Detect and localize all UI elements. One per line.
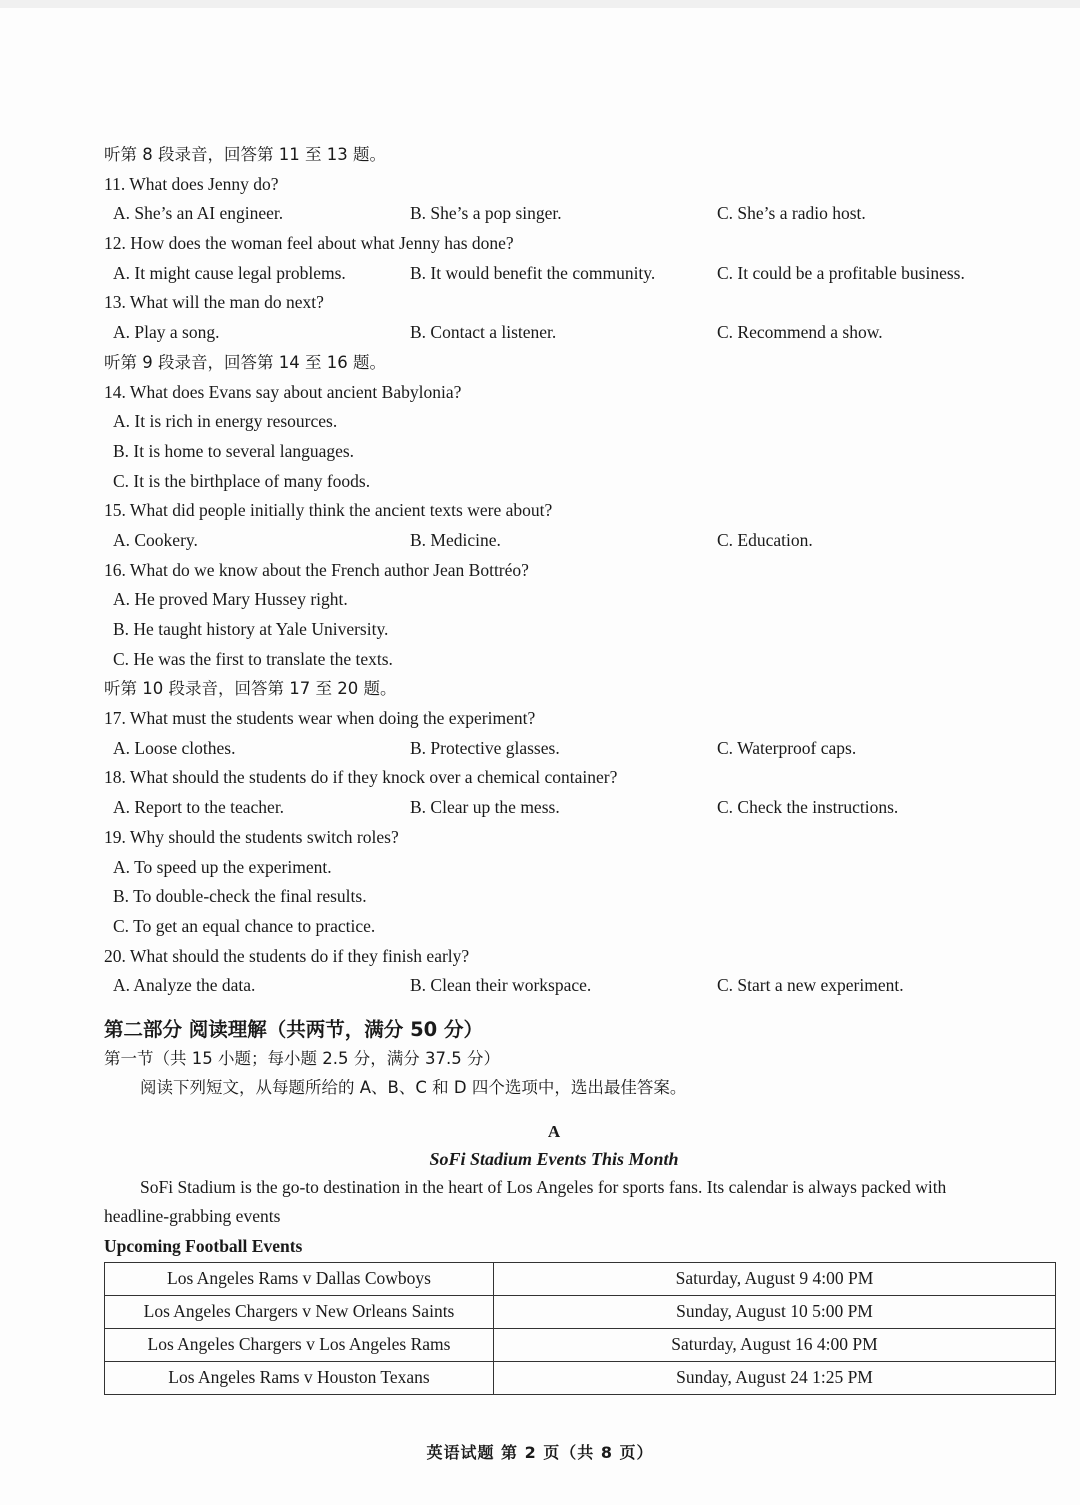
passage-paragraph: SoFi Stadium is the go-to destination in the heart of Los Angeles for sports fans. Its calendar is always packed with headline-grabbing events [104, 1176, 947, 1227]
event-match: Los Angeles Chargers v New Orleans Saints [105, 1295, 494, 1328]
passage-title: SoFi Stadium Events This Month [429, 1148, 679, 1169]
table-row [105, 1328, 1056, 1361]
question-stem: 20. What should the students do if they finish early? [104, 945, 470, 966]
event-match: Los Angeles Rams v Houston Texans [105, 1361, 494, 1394]
answer-option: B. Clear up the mess. [410, 797, 560, 818]
answer-option: A. It might cause legal problems. [113, 262, 346, 283]
answer-option: C. Education. [717, 529, 813, 550]
answer-option: C. It is the birthplace of many foods. [113, 470, 371, 491]
answer-option: A. Analyze the data. [113, 975, 256, 996]
table-row [105, 1295, 1056, 1328]
question-stem: 18. What should the students do if they knock over a chemical container? [104, 767, 618, 788]
answer-option: C. She’s a radio host. [717, 203, 866, 224]
answer-option: C. To get an equal chance to practice. [113, 915, 376, 936]
answer-option: B. Protective glasses. [410, 737, 560, 758]
event-time: Sunday, August 24 1:25 PM [494, 1361, 1056, 1394]
listening-segment-header: 听第 9 段录音，回答第 14 至 16 题。 [104, 352, 386, 372]
answer-option: A. Report to the teacher. [113, 797, 285, 818]
answer-option: C. Check the instructions. [717, 797, 899, 818]
answer-option: A. She’s an AI engineer. [113, 203, 284, 224]
table-row [105, 1262, 1056, 1295]
part-two-title: 第二部分 阅读理解（共两节，满分 50 分） [104, 1017, 484, 1041]
events-table-heading: Upcoming Football Events [104, 1235, 303, 1256]
answer-option: A. To speed up the experiment. [113, 856, 332, 877]
reading-instruction: 阅读下列短文，从每题所给的 A、B、C 和 D 四个选项中，选出最佳答案。 [140, 1077, 687, 1097]
options-row [104, 734, 1004, 764]
options-row [104, 318, 1004, 348]
answer-option: C. It could be a profitable business. [717, 262, 965, 283]
options-row [104, 526, 1004, 556]
answer-option: C. He was the first to translate the texts. [113, 648, 393, 669]
passage-letter: A [547, 1121, 561, 1141]
page-footer: 英语试题 第 2 页（共 8 页） [426, 1443, 654, 1462]
answer-option: A. He proved Mary Hussey right. [113, 589, 348, 610]
options-row [104, 199, 1004, 229]
answer-option: C. Waterproof caps. [717, 737, 857, 758]
reading-section [104, 1015, 1004, 1395]
event-match: Los Angeles Rams v Dallas Cowboys [105, 1262, 494, 1295]
question-stem: 12. How does the woman feel about what Jenny has done? [104, 233, 514, 254]
answer-option: B. It would benefit the community. [410, 262, 656, 283]
question-stem: 14. What does Evans say about ancient Babylonia? [104, 381, 462, 402]
event-time: Saturday, August 9 4:00 PM [494, 1262, 1056, 1295]
scan-top-edge [0, 0, 1080, 8]
answer-option: B. It is home to several languages. [113, 440, 355, 461]
section-one-title: 第一节（共 15 小题；每小题 2.5 分，满分 37.5 分） [104, 1048, 500, 1068]
listening-section [104, 140, 1004, 1001]
event-time: Saturday, August 16 4:00 PM [494, 1328, 1056, 1361]
answer-option: B. To double-check the final results. [113, 886, 367, 907]
answer-option: C. Recommend a show. [717, 322, 883, 343]
listening-segment-header: 听第 10 段录音，回答第 17 至 20 题。 [104, 679, 397, 699]
question-stem: 13. What will the man do next? [104, 292, 324, 313]
question-stem: 17. What must the students wear when doing the experiment? [104, 708, 536, 729]
events-table [104, 1262, 1056, 1395]
answer-option: B. Contact a listener. [410, 322, 557, 343]
answer-option: B. She’s a pop singer. [410, 203, 562, 224]
question-stem: 19. Why should the students switch roles? [104, 826, 399, 847]
options-row [104, 259, 1004, 289]
event-match: Los Angeles Chargers v Los Angeles Rams [105, 1328, 494, 1361]
answer-option: B. Clean their workspace. [410, 975, 592, 996]
options-row [104, 793, 1004, 823]
listening-segment-header: 听第 8 段录音，回答第 11 至 13 题。 [104, 145, 386, 164]
answer-option: B. He taught history at Yale University. [113, 619, 389, 639]
event-time: Sunday, August 10 5:00 PM [494, 1295, 1056, 1328]
options-row [104, 971, 1004, 1001]
answer-option: A. Cookery. [113, 529, 198, 550]
answer-option: A. Play a song. [113, 322, 220, 343]
answer-option: C. Start a new experiment. [717, 975, 904, 996]
question-stem: 16. What do we know about the French author Jean Bottréo? [104, 559, 529, 580]
page-content [104, 140, 1004, 1395]
answer-option: A. It is rich in energy resources. [113, 411, 338, 432]
table-row [105, 1361, 1056, 1394]
question-stem: 15. What did people initially think the ancient texts were about? [104, 500, 553, 521]
answer-option: A. Loose clothes. [113, 737, 236, 758]
question-stem: 11. What does Jenny do? [104, 173, 279, 194]
answer-option: B. Medicine. [410, 529, 501, 550]
